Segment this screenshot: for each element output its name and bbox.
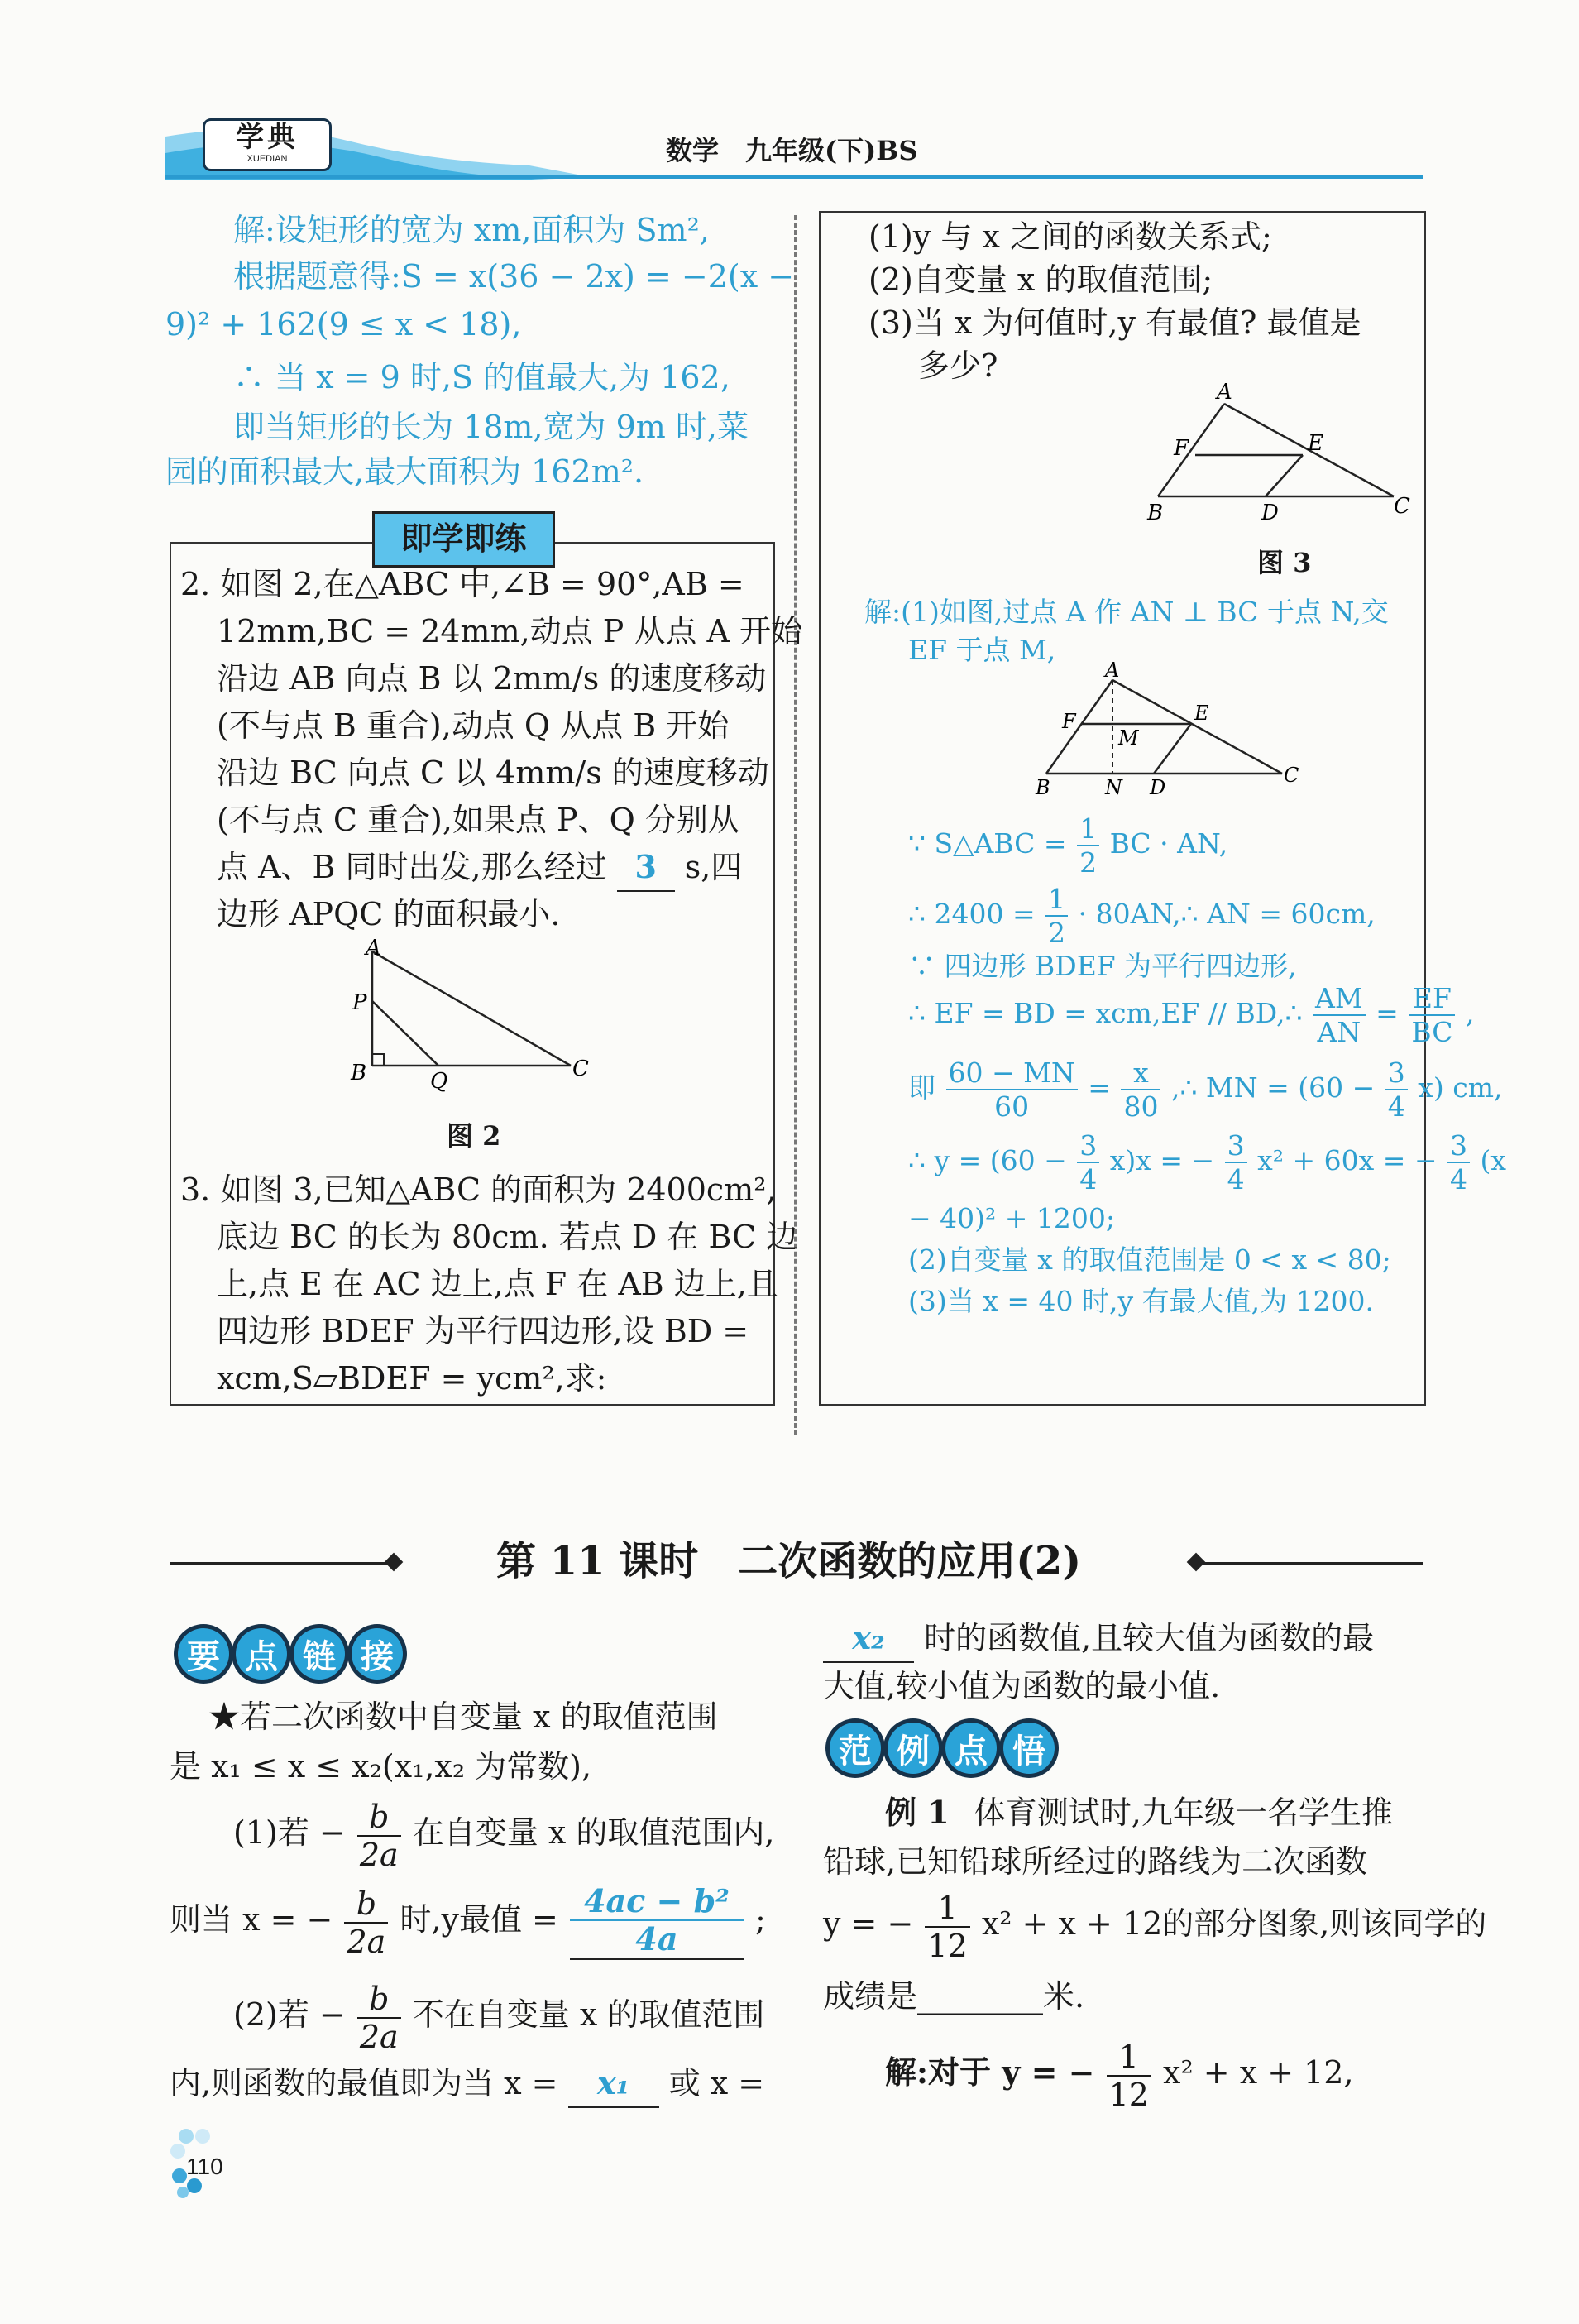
solution-text: ∴ 2400 = xyxy=(908,898,1036,930)
solution-line xyxy=(908,1129,1507,1196)
fraction xyxy=(1313,982,1366,1048)
label-E: E xyxy=(1308,431,1323,456)
solution-line: (3)当 x = 40 时,y 有最大值,为 1200. xyxy=(908,1285,1375,1317)
q3-line: xcm,S▱BDEF = ycm²,求: xyxy=(217,1360,607,1397)
denominator: 80 xyxy=(1123,1090,1159,1123)
figure-3-solution xyxy=(1026,662,1307,803)
label-C: C xyxy=(572,1057,589,1081)
solution-text: ∴ y = (60 − xyxy=(908,1144,1067,1176)
q2-text: s,四 xyxy=(684,849,743,885)
sub-question: (1)y 与 x 之间的函数关系式; xyxy=(868,218,1272,255)
label-B: B xyxy=(1147,501,1164,525)
q2-line: (不与点 C 重合),如果点 P、Q 分别从 xyxy=(217,802,739,838)
fraction xyxy=(1121,1057,1160,1123)
badge-char: 点 xyxy=(236,1628,287,1680)
q2-answer: 3 xyxy=(617,844,675,892)
solution-text: ∴ EF = BD = xcm,EF // BD,∴ xyxy=(908,997,1303,1029)
solution-line: ∴ EF = BD = xcm,EF // BD,∴ $\frac{AM}{AN}$ = $\frac{EF}{BC}$ , xyxy=(908,982,1475,1048)
label-A: A xyxy=(366,936,381,961)
key-text: 或 x = xyxy=(668,2065,765,2101)
denominator: 12 xyxy=(1108,2076,1149,2113)
section-title: 第 11 课时 二次函数的应用(2) xyxy=(496,1538,1082,1584)
solution-line: 即 $\frac{60 - MN}{60}$ = $\frac{x}{80}$ ,∴ MN = (60 − $\frac{3}{4}$ x) cm, xyxy=(908,1057,1503,1123)
label-Q: Q xyxy=(430,1069,448,1092)
example-line: 成绩是________米. xyxy=(823,1978,1085,2015)
key-text: 时,y最值 = xyxy=(400,1901,558,1938)
badge-char: 悟 xyxy=(1003,1723,1055,1774)
label-A: A xyxy=(1105,662,1120,682)
numerator: EF xyxy=(1409,985,1455,1016)
solution-text: x) cm, xyxy=(1418,1071,1503,1104)
numerator: b xyxy=(344,1888,388,1924)
fraction xyxy=(1409,982,1455,1048)
badge-char: 要 xyxy=(178,1628,229,1680)
denominator: 4 xyxy=(1450,1163,1468,1196)
badge-char: 范 xyxy=(830,1723,881,1774)
denominator: 4 xyxy=(1079,1163,1098,1196)
page-header xyxy=(165,120,1423,182)
solution-text: · 80AN,∴ AN = 60cm, xyxy=(1078,898,1376,930)
numerator: 60 − MN xyxy=(946,1059,1078,1090)
denominator: 2a xyxy=(359,1836,399,1873)
fraction xyxy=(357,1980,401,2055)
answer-x2: x₂ xyxy=(823,1615,914,1663)
numerator: 1 xyxy=(1077,815,1099,846)
key-text: 则当 x = − xyxy=(170,1901,333,1938)
fraction xyxy=(1385,1057,1408,1123)
diamond-icon xyxy=(385,1553,404,1572)
solution-line: (2)自变量 x 的取值范围是 0 < x < 80; xyxy=(908,1243,1391,1276)
label-A: A xyxy=(1217,381,1232,405)
example-text: y = − xyxy=(823,1905,914,1942)
solution-text: (x xyxy=(1480,1144,1507,1176)
numerator: 3 xyxy=(1225,1132,1247,1163)
label-F: F xyxy=(1174,436,1189,461)
fraction xyxy=(357,1798,401,1873)
numerator: 1 xyxy=(1107,2041,1151,2077)
q2-line xyxy=(217,844,742,892)
label-E: E xyxy=(1194,702,1209,725)
answer-x1: x₁ xyxy=(568,2060,659,2108)
example-text: x² + x + 12的部分图象,则该同学的 xyxy=(981,1905,1487,1942)
key-text: 在自变量 x 的取值范围内, xyxy=(412,1814,775,1851)
practice-title: 即学即练 xyxy=(372,511,555,568)
q3-line: 四边形 BDEF 为平行四边形,设 BD = xyxy=(217,1313,749,1349)
solution-text: 解:对于 y = − xyxy=(885,2053,1095,2091)
denominator: 2 xyxy=(1079,846,1098,879)
key-point-line xyxy=(823,1615,1374,1663)
numerator: 3 xyxy=(1385,1059,1408,1090)
solution-text: x² + x + 12, xyxy=(1163,2054,1354,2091)
denominator: AN xyxy=(1317,1016,1361,1048)
numerator: 1 xyxy=(925,1892,969,1928)
header-rule xyxy=(165,175,1423,179)
q2-text: 点 A、B 同时出发,那么经过 xyxy=(217,849,607,885)
logo xyxy=(203,118,332,171)
figure-2 xyxy=(347,935,612,1092)
denominator: 2 xyxy=(1048,917,1066,949)
sub-question: (2)自变量 x 的取值范围; xyxy=(868,261,1213,298)
solution-line: 9)² + 162(9 ≤ x < 18), xyxy=(165,306,522,343)
answer-fraction xyxy=(570,1881,744,1960)
solution-line: 园的面积最大,最大面积为 162m². xyxy=(165,453,644,490)
denominator: 4 xyxy=(1387,1090,1405,1123)
section-rule-left xyxy=(170,1562,393,1565)
q3-line: 底边 BC 的长为 80cm. 若点 D 在 BC 边 xyxy=(217,1219,798,1255)
figure-2-caption: 图 2 xyxy=(447,1120,501,1152)
solution-line xyxy=(908,812,1228,879)
label-B: B xyxy=(1036,776,1050,799)
fraction xyxy=(925,1889,969,1964)
solution-text: ,∴ MN = (60 − xyxy=(1170,1071,1376,1104)
denominator: 2a xyxy=(347,1923,386,1960)
numerator: 3 xyxy=(1077,1132,1099,1163)
fraction xyxy=(1447,1129,1470,1196)
solution-line: 解:设矩形的宽为 xm,面积为 Sm², xyxy=(233,212,710,248)
q2-line: 沿边 AB 向点 B 以 2mm/s 的速度移动 xyxy=(217,660,767,697)
key-point-line xyxy=(170,2060,764,2108)
figure-3 xyxy=(1137,381,1419,529)
q2-line: 边形 APQC 的面积最小. xyxy=(217,896,561,932)
numerator: 3 xyxy=(1447,1132,1470,1163)
q2-line: 沿边 BC 向点 C 以 4mm/s 的速度移动 xyxy=(217,755,769,791)
numerator: 1 xyxy=(1045,885,1068,917)
solution-line: ∵ 四边形 BDEF 为平行四边形, xyxy=(908,950,1297,982)
label-P: P xyxy=(352,990,367,1015)
fraction xyxy=(1107,2038,1151,2113)
label-N: N xyxy=(1105,776,1122,799)
badge-char: 接 xyxy=(352,1628,403,1680)
key-text: 时的函数值,且较大值为函数的最 xyxy=(924,1620,1375,1656)
sub-question: 多少? xyxy=(918,347,998,384)
key-point-line: 大值,较小值为函数的最小值. xyxy=(823,1668,1221,1704)
solution-line: ∴ 当 x = 9 时,S 的值最大,为 162, xyxy=(233,359,730,395)
numerator: x xyxy=(1121,1059,1160,1090)
q3-line: 3. 如图 3,已知△ABC 的面积为 2400cm², xyxy=(180,1172,777,1208)
key-points-badge xyxy=(178,1628,403,1680)
denominator: 4a xyxy=(635,1919,678,1957)
label-D: D xyxy=(1261,501,1279,525)
label-M: M xyxy=(1118,726,1139,750)
solution-line: EF 于点 M, xyxy=(908,634,1056,666)
fraction xyxy=(1225,1129,1247,1196)
key-point-line: 是 x₁ ≤ x ≤ x₂(x₁,x₂ 为常数), xyxy=(170,1748,592,1785)
numerator: b xyxy=(357,1801,401,1837)
label-C: C xyxy=(1284,764,1299,787)
example-line xyxy=(885,2035,1354,2111)
fraction xyxy=(1077,812,1099,879)
key-point-line xyxy=(233,1977,764,2053)
solution-line: 即当矩形的长为 18m,宽为 9m 时,菜 xyxy=(233,409,749,445)
example-label: 例 1 xyxy=(885,1794,950,1831)
key-point-line xyxy=(233,1795,774,1871)
numerator: b xyxy=(357,1983,401,2019)
solution-line: − 40)² + 1200; xyxy=(908,1202,1115,1234)
numerator: 4ac − b² xyxy=(570,1886,744,1921)
solution-text: ∵ S△ABC = xyxy=(908,827,1067,860)
q2-line: 2. 如图 2,在△ABC 中,∠B = 90°,AB = xyxy=(180,566,744,602)
sub-question: (3)当 x 为何值时,y 有最值? 最值是 xyxy=(868,304,1361,341)
solution-line: 解:(1)如图,过点 A 作 AN ⊥ BC 于点 N,交 xyxy=(864,596,1389,628)
solution-text: BC · AN, xyxy=(1109,827,1228,860)
label-B: B xyxy=(351,1061,367,1085)
q2-line: 12mm,BC = 24mm,动点 P 从点 A 开始 xyxy=(217,613,803,649)
denominator: BC xyxy=(1411,1016,1453,1048)
badge-char: 链 xyxy=(294,1628,345,1680)
example-text: 体育测试时,九年级一名学生推 xyxy=(974,1795,1393,1831)
logo-sub: XUEDIAN xyxy=(246,154,288,164)
key-text: 不在自变量 x 的取值范围 xyxy=(412,1996,765,2033)
page-number: 110 xyxy=(186,2154,223,2179)
solution-line xyxy=(908,883,1376,949)
logo-text: 学典 xyxy=(236,121,299,154)
figure-3-caption: 图 3 xyxy=(1257,547,1312,578)
solution-text: 即 xyxy=(908,1071,935,1104)
label-D: D xyxy=(1150,776,1166,799)
subject-label: 数学 九年级(下)BS xyxy=(666,135,918,166)
solution-line: 根据题意得:S = x(36 − 2x) = −2(x − xyxy=(233,258,795,295)
fraction xyxy=(946,1057,1078,1123)
section-rule-right xyxy=(1198,1562,1423,1565)
label-C: C xyxy=(1394,494,1410,519)
badge-char: 例 xyxy=(888,1723,939,1774)
example-line: 铅球,已知铅球所经过的路线为二次函数 xyxy=(823,1843,1368,1880)
key-text: (2)若 − xyxy=(233,1996,346,2033)
numerator: AM xyxy=(1313,985,1366,1016)
key-point-line xyxy=(170,1882,766,1960)
key-text: (1)若 − xyxy=(233,1814,346,1851)
label-F: F xyxy=(1062,710,1076,733)
q2-line: (不与点 B 重合),动点 Q 从点 B 开始 xyxy=(217,707,730,744)
q3-line: 上,点 E 在 AC 边上,点 F 在 AB 边上,且 xyxy=(217,1266,778,1302)
solution-text: x² + 60x = − xyxy=(1257,1144,1438,1176)
key-point-line: ★若二次函数中自变量 x 的取值范围 xyxy=(208,1699,718,1735)
key-text: ; xyxy=(755,1901,766,1938)
denominator: 60 xyxy=(994,1090,1030,1123)
example-line xyxy=(823,1886,1486,1962)
example-line xyxy=(885,1790,1393,1836)
denominator: 2a xyxy=(359,2018,399,2055)
denominator: 12 xyxy=(927,1927,968,1964)
badge-char: 点 xyxy=(945,1723,997,1774)
fraction xyxy=(1045,883,1068,949)
fraction xyxy=(1077,1129,1099,1196)
fraction xyxy=(344,1885,388,1960)
denominator: 4 xyxy=(1227,1163,1245,1196)
examples-badge xyxy=(830,1723,1055,1774)
key-text: 内,则函数的最值即为当 x = xyxy=(170,2065,558,2101)
solution-text: x)x = − xyxy=(1109,1144,1215,1176)
